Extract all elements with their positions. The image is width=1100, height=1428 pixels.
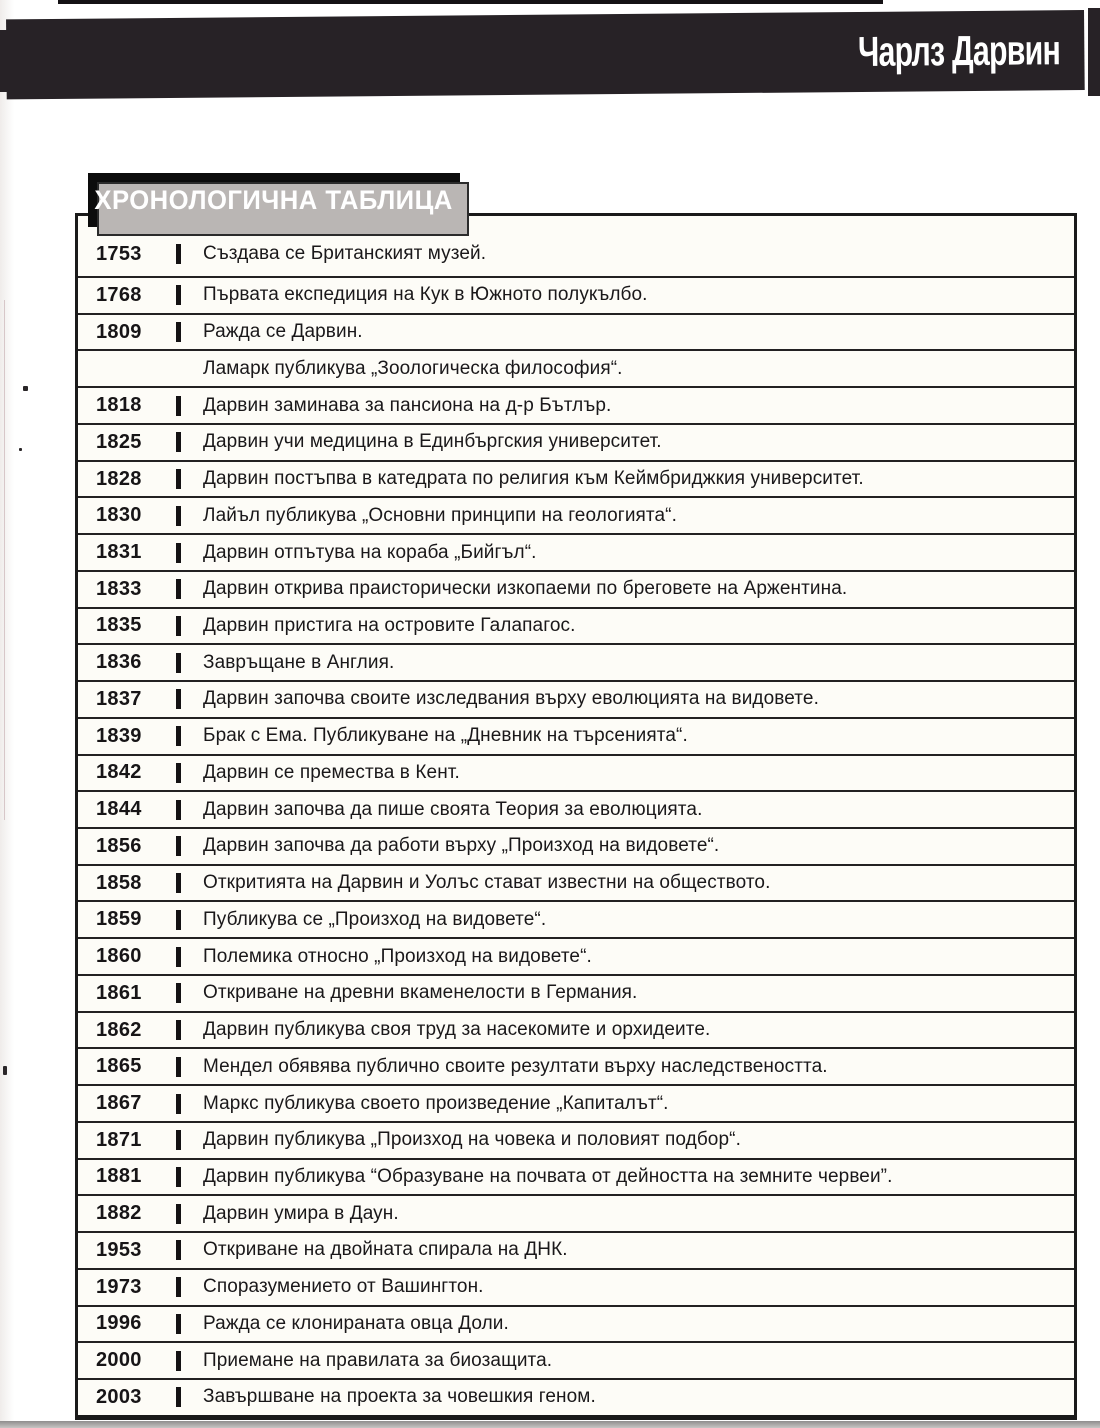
page-top-edge: [58, 0, 883, 4]
timeline-event: Споразумението от Вашингтон.: [203, 1276, 484, 1298]
timeline-event: Ражда се Дарвин.: [203, 321, 363, 343]
table-row: [78, 1011, 1074, 1048]
timeline-event: Ламарк публикува „Зоологическа философия“.: [203, 357, 623, 379]
table-row: [78, 643, 1074, 680]
timeline-event: Дарвин заминава за пансиона на д-р Бътлър.: [203, 394, 612, 416]
year-tick-bar: [176, 1167, 181, 1187]
year-tick-bar: [176, 1130, 181, 1150]
timeline-event: Дарвин публикува „Произход на човека и половият подбор“.: [203, 1129, 741, 1151]
timeline-year: 2003: [96, 1385, 142, 1408]
table-row: [78, 1121, 1074, 1158]
timeline-year: 1856: [96, 834, 142, 857]
scan-speck: [3, 1066, 7, 1075]
table-row: [78, 1268, 1074, 1305]
table-row: [78, 900, 1074, 937]
timeline-year: 1753: [96, 242, 142, 265]
table-row: [78, 570, 1074, 607]
timeline-event: Дарвин пристига на островите Галапагос.: [203, 614, 576, 636]
timeline-event: Брак с Ема. Публикуване на „Дневник на търсенията“.: [203, 725, 688, 747]
timeline-event: Дарвин умира в Даун.: [203, 1202, 399, 1224]
timeline-event: Лайъл публикува „Основни принципи на геологията“.: [203, 504, 677, 526]
timeline-event: Дарвин започва да работи върху „Произход на видовете“.: [203, 835, 720, 857]
table-row: [78, 864, 1074, 901]
timeline-event: Дарвин започва своите изследвания върху еволюцията на видовете.: [203, 688, 819, 710]
table-row: [78, 790, 1074, 827]
timeline-event: Дарвин отпътува на кораба „Бийгъл“.: [203, 541, 537, 563]
year-tick-bar: [176, 469, 181, 489]
year-tick-bar: [176, 579, 181, 599]
year-tick-bar: [176, 322, 181, 342]
timeline-event: Откриване на двойната спирала на ДНК.: [203, 1239, 568, 1261]
timeline-year: 1809: [96, 320, 142, 343]
year-tick-bar: [176, 983, 181, 1003]
timeline-year: 1871: [96, 1128, 142, 1151]
year-tick-bar: [176, 543, 181, 563]
year-tick-bar: [176, 244, 181, 264]
timeline-event: Завършване на проекта за човешкия геном.: [203, 1386, 596, 1408]
timeline-event: Дарвин учи медицина в Единбъргския университет.: [203, 431, 662, 453]
year-tick-bar: [176, 616, 181, 636]
timeline-year: 1844: [96, 798, 142, 821]
table-row: [78, 1378, 1074, 1415]
year-tick-bar: [176, 506, 181, 526]
timeline-event: Мендел обявява публично своите резултати върху наследствеността.: [203, 1055, 828, 1077]
timeline-event: Дарвин се премества в Кент.: [203, 761, 460, 783]
timeline-year: 1828: [96, 467, 142, 490]
table-row: [78, 386, 1074, 423]
chapter-header-banner: [6, 10, 1085, 99]
timeline-year: 1768: [96, 283, 142, 306]
timeline-year: 1858: [96, 871, 142, 894]
banner-right-strip: [1088, 8, 1100, 96]
year-tick-bar: [176, 873, 181, 893]
table-row: [78, 313, 1074, 350]
table-row: [78, 754, 1074, 791]
table-row: [78, 423, 1074, 460]
table-row: [78, 496, 1074, 533]
timeline-year: 1867: [96, 1092, 142, 1115]
table-row: [78, 937, 1074, 974]
scan-edge-line: [4, 300, 5, 820]
timeline-event: Създава се Британският музей.: [203, 243, 487, 264]
table-row: [78, 607, 1074, 644]
table-row: [78, 533, 1074, 570]
timeline-year: 1859: [96, 908, 142, 931]
timeline-event: Приемане на правилата за биозащита.: [203, 1349, 553, 1371]
timeline-event: Дарвин открива праисторически изкопаеми по бреговете на Аржентина.: [203, 578, 848, 600]
table-row: [78, 1047, 1074, 1084]
scan-speck: [19, 448, 22, 451]
chapter-title: Чарлз Дарвин: [858, 26, 1061, 75]
section-title-box: [88, 173, 460, 227]
table-row: [78, 680, 1074, 717]
table-row: [78, 717, 1074, 754]
timeline-year: 1835: [96, 614, 142, 637]
page-bottom-edge: [0, 1421, 1100, 1428]
timeline-year: 1831: [96, 541, 142, 563]
timeline-year: 1861: [96, 981, 142, 1004]
year-tick-bar: [176, 1387, 181, 1407]
timeline-event: Полемика относно „Произход на видовете“.: [203, 945, 592, 967]
timeline-year: 1865: [96, 1055, 142, 1078]
timeline-event: Дарвин публикува “Образуване на почвата от дейността на земните червеи”.: [203, 1165, 893, 1187]
timeline-event: Публикува се „Произход на видовете“.: [203, 908, 547, 930]
year-tick-bar: [176, 432, 181, 452]
table-row: [78, 1084, 1074, 1121]
timeline-year: 1953: [96, 1238, 142, 1261]
year-tick-bar: [176, 1204, 181, 1224]
timeline-event: Завръщане в Англия.: [203, 651, 395, 673]
timeline-year: 1860: [96, 945, 142, 968]
table-row: [78, 349, 1074, 386]
section-title: ХРОНОЛОГИЧНА ТАБЛИЦА: [94, 184, 454, 215]
timeline-event: Откриване на древни вкаменелости в Германия.: [203, 982, 638, 1004]
timeline-table: [75, 213, 1077, 1420]
timeline-event: Откритията на Дарвин и Уолъс стават известни на обществото.: [203, 872, 771, 894]
year-tick-bar: [176, 726, 181, 746]
year-tick-bar: [176, 1020, 181, 1040]
timeline-year: 1837: [96, 687, 142, 710]
timeline-event: Дарвин публикува своя труд за насекомите и орхидеите.: [203, 1019, 711, 1041]
table-row: [78, 276, 1074, 313]
table-row: [78, 1341, 1074, 1378]
timeline-event: Маркс публикува своето произведение „Капиталът“.: [203, 1092, 669, 1114]
timeline-event: Дарвин постъпва в катедрата по религия към Кеймбриджкия университет.: [203, 468, 864, 490]
timeline-year: 2000: [96, 1349, 142, 1372]
year-tick-bar: [176, 800, 181, 820]
year-tick-bar: [176, 763, 181, 783]
timeline-year: 1839: [96, 724, 142, 747]
table-row: [78, 1158, 1074, 1195]
year-tick-bar: [176, 947, 181, 967]
timeline-year: 1862: [96, 1018, 142, 1041]
banner-left-notch: [0, 30, 11, 92]
table-row: [78, 1194, 1074, 1231]
timeline-year: 1825: [96, 430, 142, 453]
timeline-year: 1881: [96, 1165, 142, 1188]
year-tick-bar: [176, 396, 181, 416]
table-row: [78, 460, 1074, 497]
timeline-year: 1973: [96, 1275, 142, 1298]
year-tick-bar: [176, 689, 181, 709]
table-row: [78, 974, 1074, 1011]
year-tick-bar: [176, 653, 181, 673]
timeline-event: Дарвин започва да пише своята Теория за еволюцията.: [203, 798, 703, 820]
timeline-year: 1882: [96, 1202, 142, 1225]
year-tick-bar: [176, 1351, 181, 1371]
year-tick-bar: [176, 836, 181, 856]
timeline-year: 1830: [96, 504, 142, 527]
table-row: [78, 827, 1074, 864]
year-tick-bar: [176, 910, 181, 930]
table-row: [78, 1231, 1074, 1268]
timeline-event: Първата експедиция на Кук в Южното полукълбо.: [203, 284, 648, 306]
timeline-year: 1842: [96, 761, 142, 784]
year-tick-bar: [176, 1277, 181, 1297]
table-row: [78, 1305, 1074, 1342]
timeline-year: 1818: [96, 394, 142, 417]
timeline-year: 1996: [96, 1312, 142, 1335]
year-tick-bar: [176, 1057, 181, 1077]
scan-speck: [23, 386, 28, 391]
timeline-year: 1836: [96, 651, 142, 674]
year-tick-bar: [176, 1314, 181, 1334]
timeline-event: Ражда се клонираната овца Доли.: [203, 1312, 509, 1334]
year-tick-bar: [176, 1240, 181, 1260]
timeline-year: 1833: [96, 577, 142, 600]
year-tick-bar: [176, 1094, 181, 1114]
year-tick-bar: [176, 285, 181, 305]
